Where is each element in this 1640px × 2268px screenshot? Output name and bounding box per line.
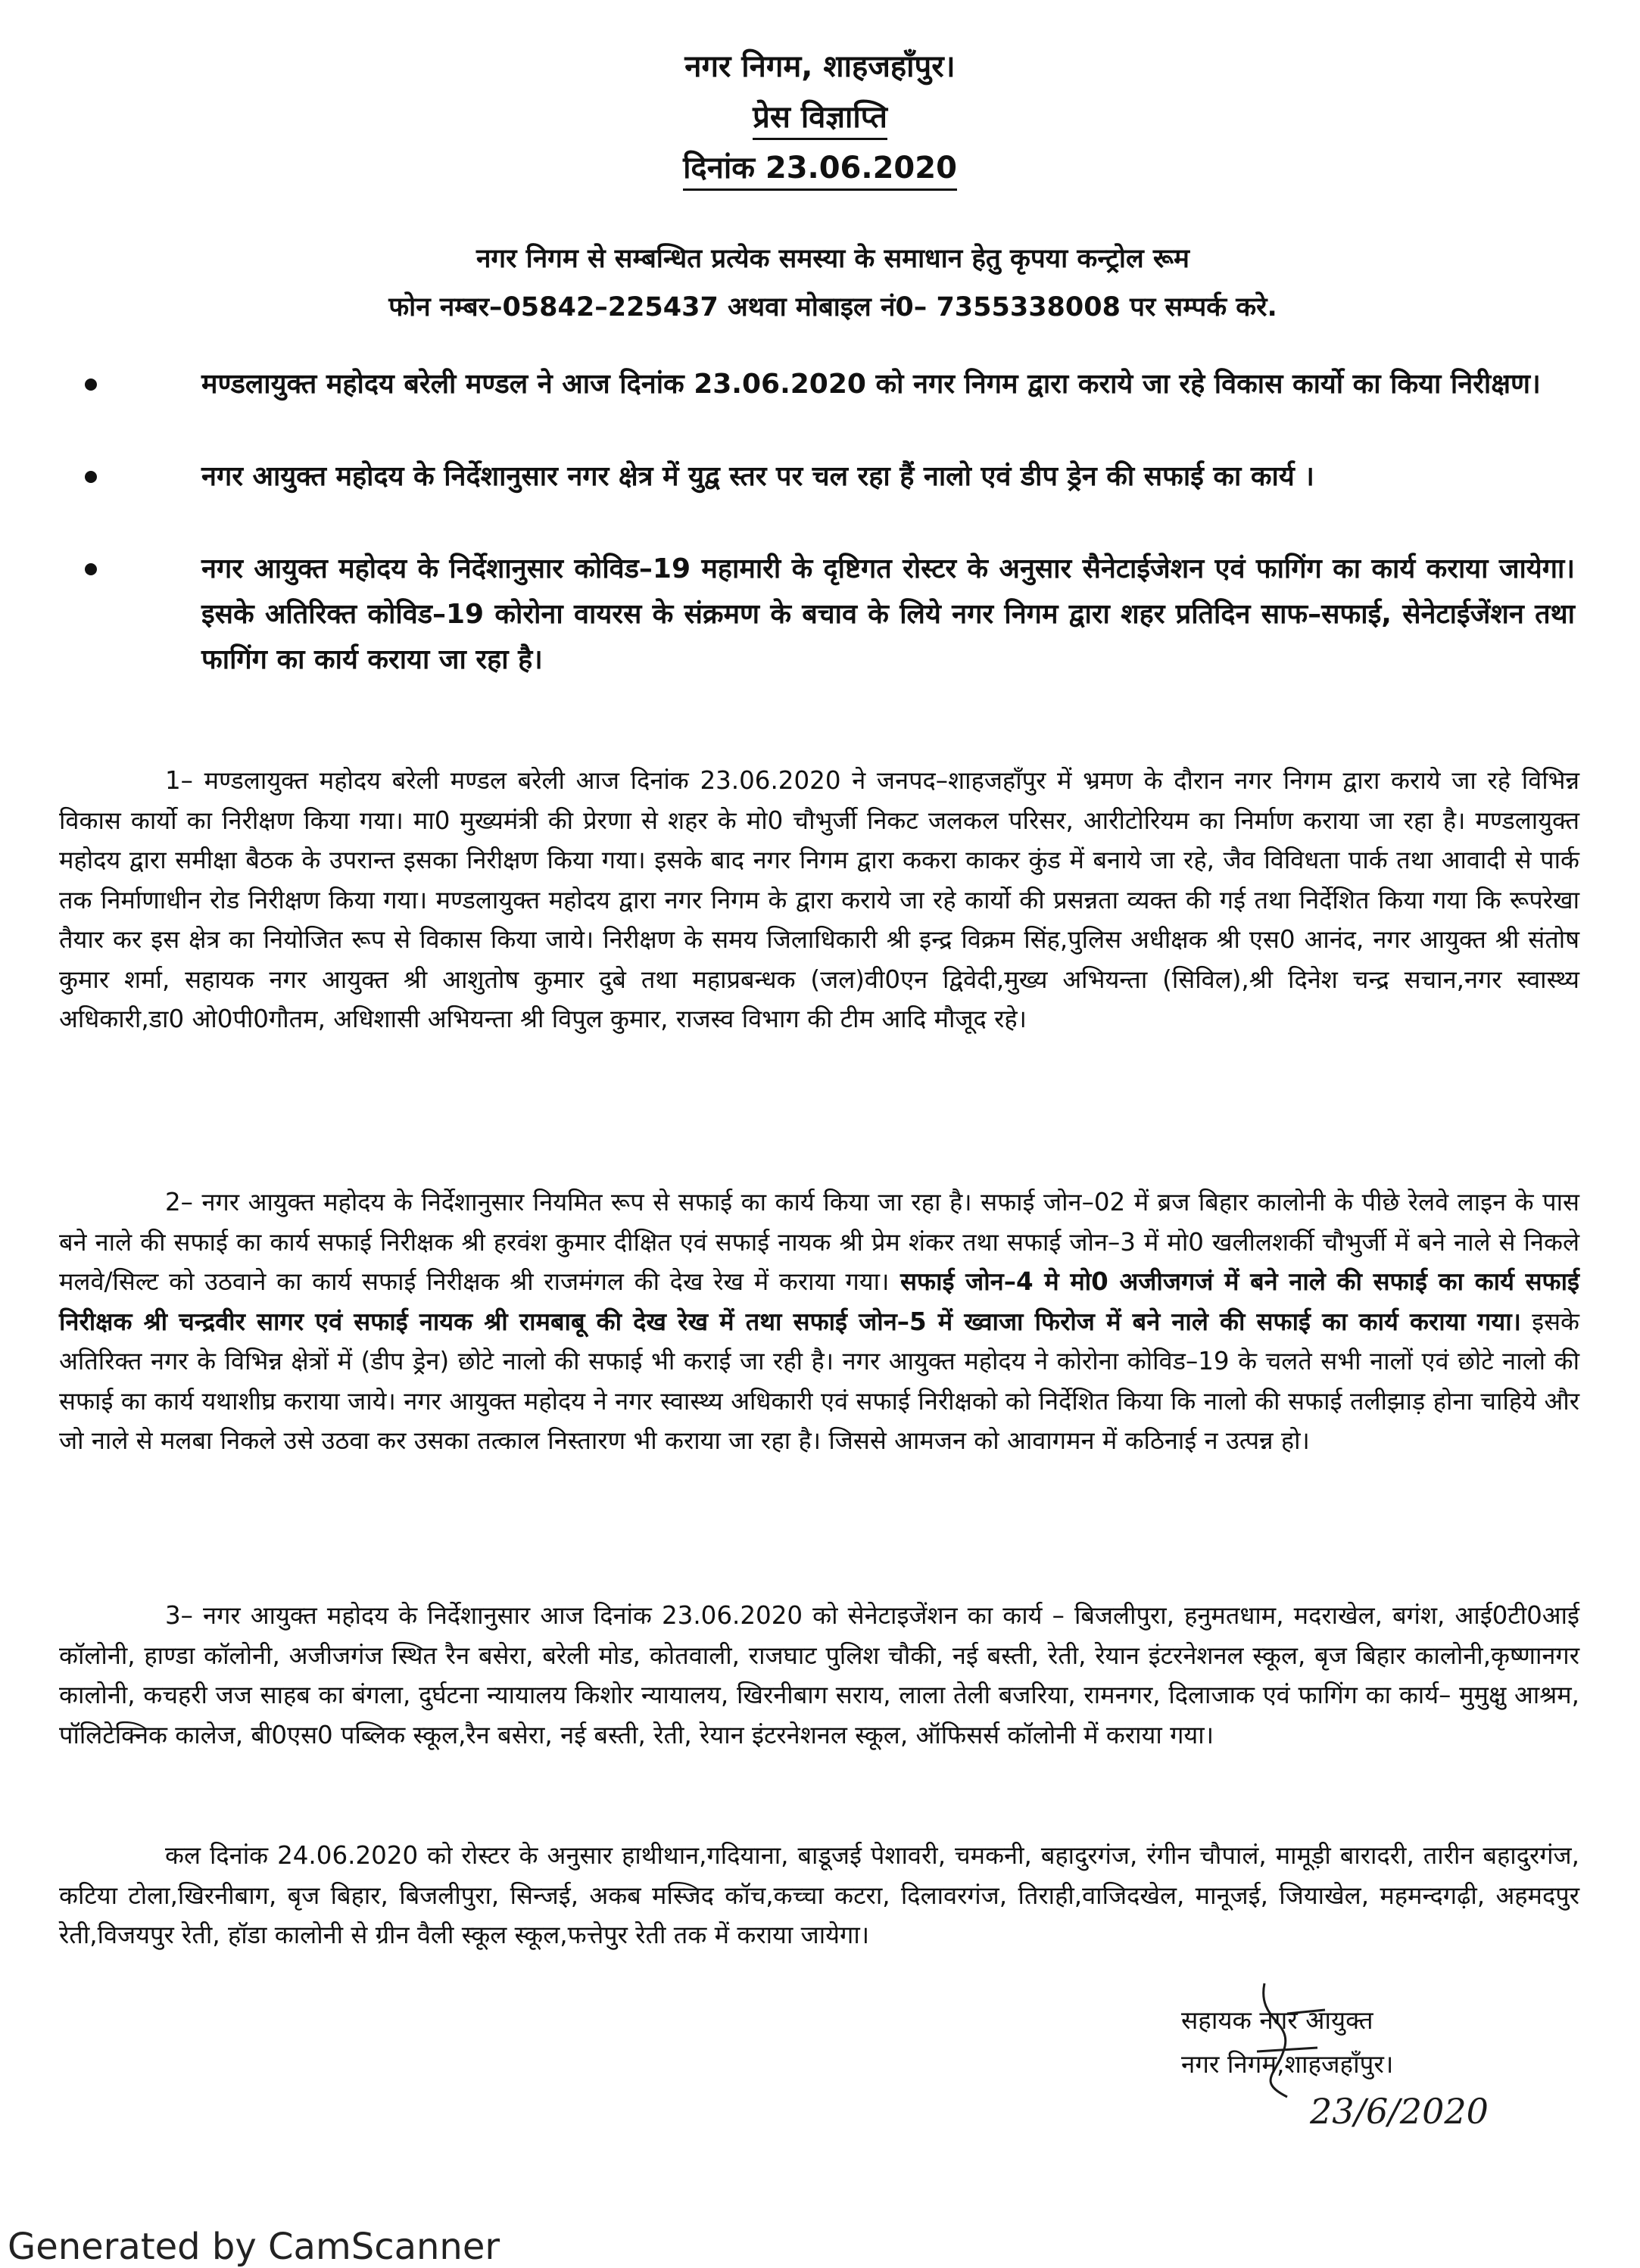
highlight-item: नगर आयुक्त महोदय के निर्देशानुसार कोविड–19 महामारी के दृष्टिगत रोस्टर के अनुसार सैनेटाईजेशन एवं फागिंग का कार्य कराया जायेगा। इसके अतिरिक्त कोविड–19 कोरोना वायरस के संक्रमण के बचाव के लिये नगर निगम द्वारा शहर प्रतिदिन साफ–सफाई, सेनेटाईजेंशन तथा फागिंग का कार्य कराया जा रहा है। [68,547,1575,745]
highlights-list [68,362,1575,745]
bullet-icon [85,379,97,391]
control-room-contact [189,235,1476,332]
paragraph-sanitization: 3– नगर आयुक्त महोदय के निर्देशानुसार आज दिनांक 23.06.2020 को सेनेटाइजेंशन का कार्य – बिजलीपुरा, हनुमतधाम, मदराखेल, बगंश, आई0टी0आई कॉलोनी, हाण्डा कॉलोनी, अजीजगंज स्थित रैन बसेरा, बरेली मोड, कोतवाली, राजघाट पुलिश चौकी, नई बस्ती, रेती, रेयान इंटरनेशनल स्कूल, बृज बिहार कालोनी,कृष्णानगर कालोनी, कचहरी जज साहब का बंगला, दुर्घटना न्यायालय किशोर न्यायालय, खिरनीबाग सराय, लाला तेली बजरिया, रामनगर, दिलाजाक एवं फागिंग का कार्य– मुमुक्षु आश्रम, पॉलिटेक्निक कालेज, बी0एस0 पब्लिक स्कूल,रैन बसेरा, नई बस्ती, रेती, रेयान इंटरनेशनल स्कूल, ऑफिसर्स कॉलोनी में कराया गया। [59,1601,1579,1749]
signatory-designation: सहायक नगर आयुक्त [1181,2005,1373,2035]
paragraph-drain-cleaning: 2– नगर आयुक्त महोदय के निर्देशानुसार नियमित रूप से सफाई का कार्य किया जा रहा है। सफाई जोन–02 में ब्रज बिहार कालोनी के पीछे रेलवे लाइन के पास बने नाले की सफाई का कार्य सफाई निरीक्षक श्री हरवंश कुमार दीक्षित एवं सफाई नायक श्री प्रेम शंकर तथा सफाई जोन–3 में मो0 खलीलशर्की चौभुर्जी में बने नाले से निकले मलवे/सिल्ट को उठवाने का कार्य सफाई निरीक्षक श्री राजमंगल की देख रेख में कराया गया। सफाई जोन–4 मे मो0 अजीजगजं में बने नाले की सफाई का कार्य सफाई निरीक्षक श्री चन्द्रवीर सागर एवं सफाई नायक श्री रामबाबू की देख रेख में तथा सफाई जोन–5 में ख्वाजा फिरोज में बने नाले की सफाई का कार्य कराया गया। इसके अतिरिक्त नगर के विभिन्न क्षेत्रों में (डीप ड्रेन) छोटे नालो की सफाई भी कराई जा रही है। नगर आयुक्त महोदय ने कोरोना कोविड–19 के चलते सभी नालों एवं छोटे नालो की सफाई का कार्य यथाशीघ्र कराया जाये। नगर आयुक्त महोदय ने नगर स्वास्थ्य अधिकारी एवं सफाई निरीक्षको को निर्देशित किया कि नालो की सफाई तलीझाड़ होना चाहिये और जो नाले से मलबा निकले उसे उठवा कर उसका तत्काल निस्तारण भी कराया जा रहा है। जिससे आमजन को आवागमन में कठिनाई न उत्पन्न हो। [59,1188,1580,1455]
handwritten-date: 23/6/2020 [1310,2091,1489,2132]
contact-line-2: फोन नम्बर–05842–225437 अथवा मोबाइल नं0– 7355338008 पर सम्पर्क करे. [388,292,1277,322]
signature-block [1181,1999,1545,2086]
scanner-footer: Generated by CamScanner [8,2226,500,2268]
contact-line-1: नगर निगम से सम्बन्धित प्रत्येक समस्या के समाधान हेतु कृपया कन्ट्रोल रूम [476,244,1189,274]
paragraph-roster-tomorrow: कल दिनांक 24.06.2020 को रोस्टर के अनुसार हाथीथान,गदियाना, बाडूजई पेशावरी, चमकनी, बहादुरगंज, रंगीन चौपालं, मामूड़ी बारादरी, तारीन बहादुरगंज, कटिया टोला,खिरनीबाग, बृज बिहार, बिजलीपुरा, सिन्जई, अकब मस्जिद कॉच,कच्चा कटरा, दिलावरगंज, तिराही,वाजिदखेल, मानूजई, जियाखेल, महमन्दगढ़ी, अहमदपुर रेती,विजयपुर रेती, हॉडा कालोनी से ग्रीन वैली स्कूल स्कूल,फत्तेपुर रेती तक में कराया जायेगा। [59,1841,1579,1949]
release-date: दिनांक 23.06.2020 [0,145,1640,191]
highlight-item: नगर आयुक्त महोदय के निर्देशानुसार नगर क्षेत्र में युद्व स्तर पर चल रहा हैं नालो एवं डीप ड्रेन की सफाई का कार्य । [68,454,1575,547]
bullet-icon [85,563,97,575]
press-release-title: प्रेस विज्ञाप्ति [0,95,1640,140]
bullet-icon [85,471,97,483]
signatory-office: नगर निगम,शाहजहाँपुर। [1181,2049,1394,2079]
highlight-item: मण्डलायुक्त महोदय बरेली मण्डल ने आज दिनांक 23.06.2020 को नगर निगम द्वारा कराये जा रहे विकास कार्यो का किया निरीक्षण। [68,362,1575,454]
organization-heading: नगर निगम, शाहजहाँपुर। [684,49,956,84]
paragraph-inspection: 1– मण्डलायुक्त महोदय बरेली मण्डल बरेली आज दिनांक 23.06.2020 ने जनपद–शाहजहाँपुर में भ्रमण के दौरान नगर निगम द्वारा कराये जा रहे विभिन्न विकास कार्यो का निरीक्षण किया गया। मा0 मुख्यमंत्री की प्रेरणा से शहर के मो0 चौभुर्जी निकट जलकल परिसर, आरीटोरियम का निर्माण कराया जा रहा है। मण्डलायुक्त महोदय द्वारा समीक्षा बैठक के उपरान्त इसका निरीक्षण किया गया। इसके बाद नगर निगम द्वारा ककरा काकर कुंड में बनाये जा रहे, जैव विविधता पार्क तथा आवादी से पार्क तक निर्माणाधीन रोड निरीक्षण किया गया। मण्डलायुक्त महोदय द्वारा नगर निगम के द्वारा कराये जा रहे कार्यो की प्रसन्नता व्यक्त की गई तथा निर्देशित किया गया कि रूपरेखा तैयार कर इस क्षेत्र का नियोजित रूप से विकास किया जाये। निरीक्षण के समय जिलाधिकारी श्री इन्द्र विक्रम सिंह,पुलिस अधीक्षक श्री एस0 आनंद, नगर आयुक्त श्री संतोष कुमार शर्मा, सहायक नगर आयुक्त श्री आशुतोष कुमार दुबे तथा महाप्रबन्धक (जल)वी0एन द्विवेदी,मुख्य अभियन्ता (सिविल),श्री दिनेश चन्द्र सचान,नगर स्वास्थ्य अधिकारी,डा0 ओ0पी0गौतम, अधिशासी अभियन्ता श्री विपुल कुमार, राजस्व विभाग की टीम आदि मौजूद रहे। [59,766,1579,1033]
